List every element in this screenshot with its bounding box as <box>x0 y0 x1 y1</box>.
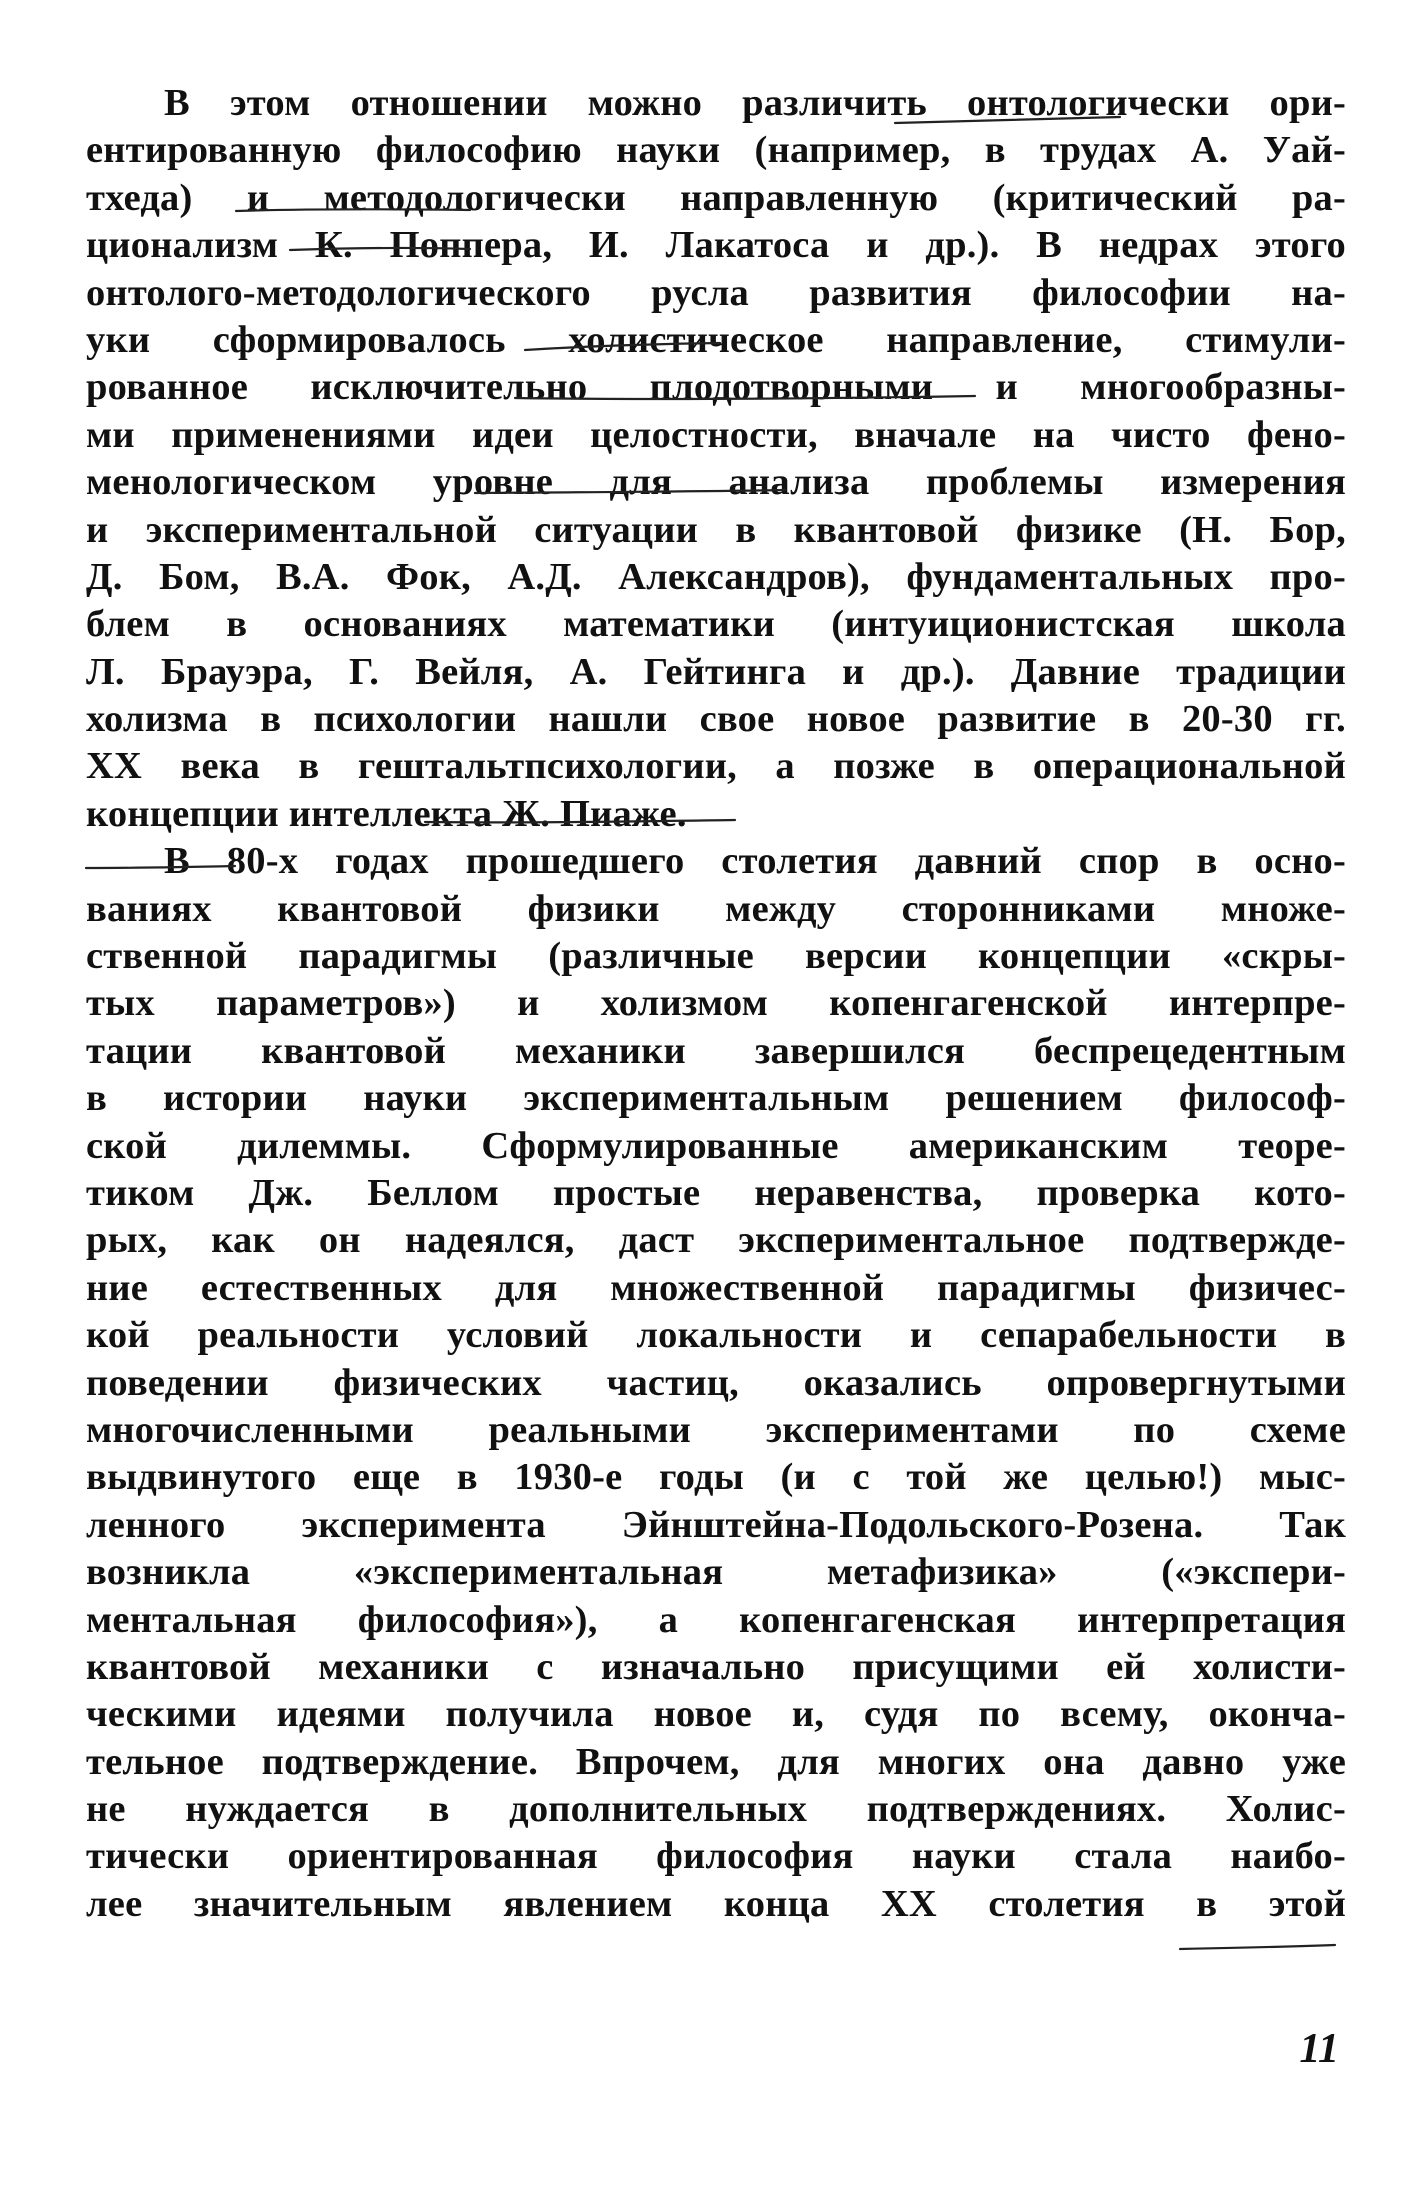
text-line: онтолого-методологического русла развития философии на- <box>86 271 1346 314</box>
text-line: лее значительным явлением конца XX столетия в этой <box>86 1882 1346 1925</box>
text-line: тельное подтверждение. Впрочем, для многих она давно уже <box>86 1740 1346 1783</box>
text-line: тации квантовой механики завершился беспрецедентным <box>86 1029 1346 1072</box>
text-line: ентированную философию науки (например, в трудах А. Уай- <box>86 129 1346 172</box>
text-line: не нуждается в дополнительных подтверждениях. Холис- <box>86 1788 1346 1831</box>
text-line: ленного эксперимента Эйнштейна-Подольского-Розена. Так <box>86 1503 1346 1546</box>
paragraph-1 <box>86 80 1346 838</box>
text-line: ционализм К. Поппера, И. Лакатоса и др.). В недрах этого <box>86 224 1346 267</box>
text-line: кой реальности условий локальности и сепарабельности в <box>86 1314 1346 1357</box>
text-line: квантовой механики с изначально присущими ей холисти- <box>86 1645 1346 1688</box>
text-line: В этом отношении можно различить онтологически ори- <box>164 82 1346 124</box>
text-line: многочисленными реальными экспериментами по схеме <box>86 1408 1346 1451</box>
body-text <box>86 80 1346 1928</box>
text-line: и экспериментальной ситуации в квантовой физике (Н. Бор, <box>86 508 1346 551</box>
text-line: холизма в психологии нашли свое новое развитие в 20-30 гг. <box>86 698 1346 741</box>
text-line: тхеда) и методологически направленную (критический ра- <box>86 176 1346 219</box>
text-line: ментальная философия»), а копенгагенская интерпретация <box>86 1598 1346 1641</box>
text-line: блем в основаниях математики (интуиционистская школа <box>86 603 1346 646</box>
text-line: концепции интеллекта Ж. Пиаже. <box>86 792 687 835</box>
text-line: тиком Дж. Беллом простые неравенства, проверка кото- <box>86 1171 1346 1214</box>
text-line: менологическом уровне для анализа проблемы измерения <box>86 461 1346 504</box>
text-line: возникла «экспериментальная метафизика» («экспери- <box>86 1551 1346 1594</box>
text-line: XX века в гештальтпсихологии, а позже в операциональной <box>86 745 1346 788</box>
paragraph-2 <box>86 838 1346 1928</box>
text-line: поведении физических частиц, оказались опровергнутыми <box>86 1361 1346 1404</box>
text-line: рованное исключительно плодотворными и многообразны- <box>86 366 1346 409</box>
text-line: В 80-х годах прошедшего столетия давний спор в осно- <box>164 840 1346 883</box>
text-line: Д. Бом, В.А. Фок, А.Д. Александров), фундаментальных про- <box>86 555 1346 598</box>
text-line: тых параметров») и холизмом копенгагенской интерпре- <box>86 982 1346 1025</box>
text-line: ние естественных для множественной парадигмы физичес- <box>86 1266 1346 1309</box>
text-line: Л. Брауэра, Г. Вейля, А. Гейтинга и др.). Давние традиции <box>86 650 1346 693</box>
text-line: тически ориентированная философия науки стала наибо- <box>86 1835 1346 1878</box>
text-line: уки сформировалось холистическое направление, стимули- <box>86 318 1346 361</box>
text-line: ваниях квантовой физики между сторонниками множе- <box>86 887 1346 930</box>
text-line: рых, как он надеялся, даст экспериментальное подтвержде- <box>86 1219 1346 1262</box>
text-line: ми применениями идеи целостности, вначале на чисто фено- <box>86 413 1346 456</box>
page-number: 11 <box>1299 2026 1339 2072</box>
text-line: ческими идеями получила новое и, судя по всему, оконча- <box>86 1693 1346 1736</box>
text-line: ственной парадигмы (различные версии концепции «скры- <box>86 935 1346 978</box>
text-line: выдвинутого еще в 1930-е годы (и с той же целью!) мыс- <box>86 1456 1346 1499</box>
text-line: в истории науки экспериментальным решением философ- <box>86 1077 1346 1120</box>
pen-underline <box>1180 1945 1335 1949</box>
text-line: ской дилеммы. Сформулированные американским теоре- <box>86 1124 1346 1167</box>
